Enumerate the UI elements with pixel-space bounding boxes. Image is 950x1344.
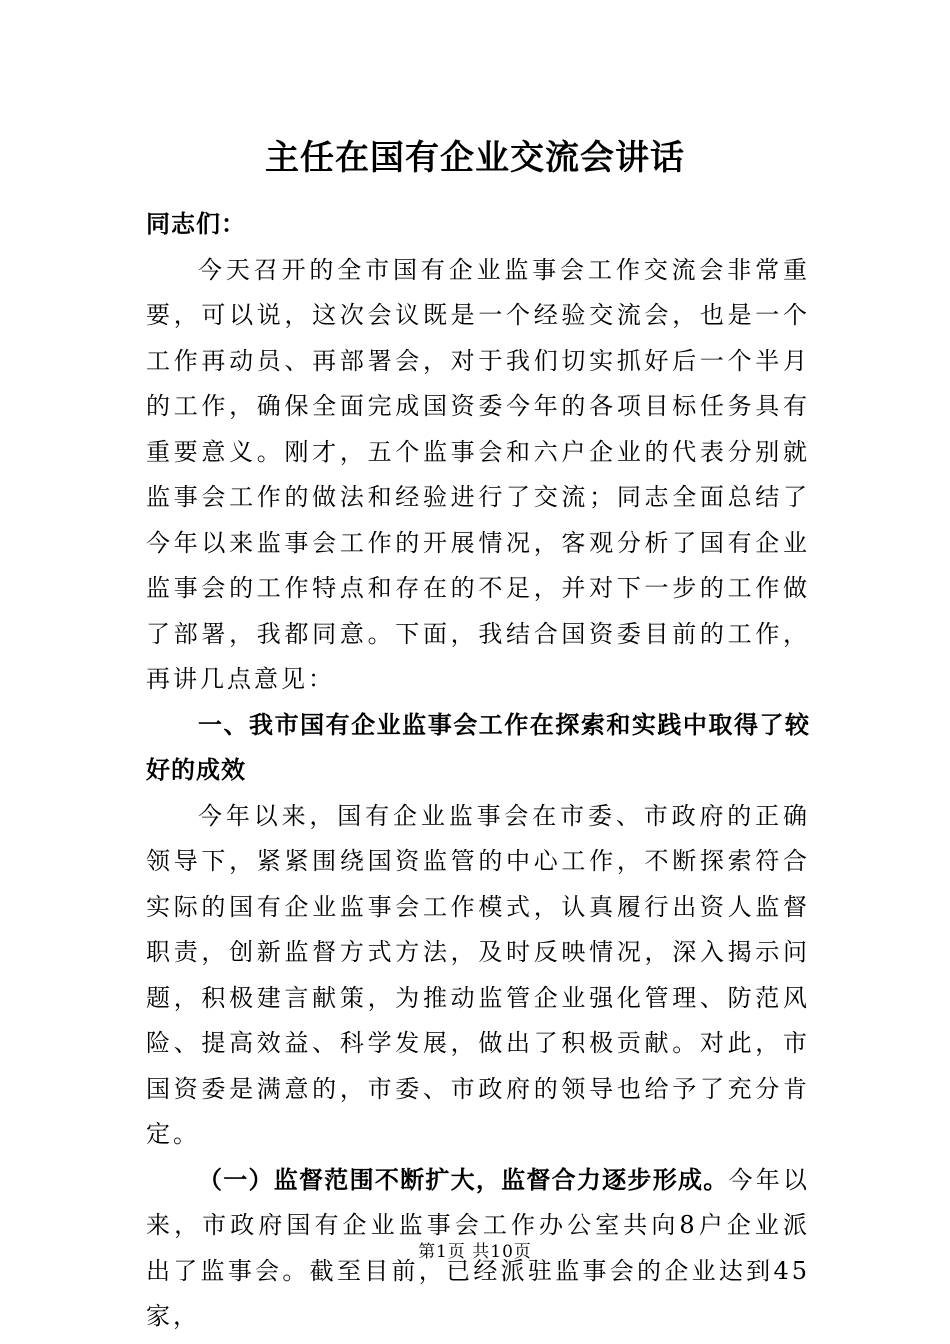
document-title: 主任在国有企业交流会讲话: [265, 138, 685, 178]
section-heading-1: 一、我市国有企业监事会工作在探索和实践中取得了较好的成效: [146, 710, 810, 784]
salutation: 同志们：: [146, 210, 246, 238]
paragraph-opening: 今天召开的全市国有企业监事会工作交流会非常重要，可以说，这次会议既是一个经验交流会，也是一个工作再动员、再部署会，对于我们切实抓好后一个半月的工作，确保全面完成国资委今年的各项目标任务具有重要意义。刚才，五个监事会和六户企业的代表分别就监事会工作的做法和经验进行了交流；同志全面总结了今年以来监事会工作的开展情况，客观分析了国有企业监事会的工作特点和存在的不足，并对下一步的工作做了部署，我都同意。下面，我结合国资委目前的工作，再讲几点意见：: [146, 255, 810, 693]
sub-heading-1: （一）监督范围不断扩大，监督合力逐步形成。: [198, 1165, 729, 1194]
document-body: [146, 202, 810, 1340]
paragraph-supervision-text: 今年以来，市政府国有企业监事会工作办公室共向8户企业派出了监事会。截至目前，已经派驻监事会的企业达到45家，: [146, 1165, 811, 1330]
page-number-footer: 第1页 共10页: [418, 1242, 532, 1262]
paragraph-achievements: 今年以来，国有企业监事会在市委、市政府的正确领导下，紧紧围绕国资监管的中心工作，不断探索符合实际的国有企业监事会工作模式，认真履行出资人监督职责，创新监督方式方法，及时反映情况，深入揭示问题，积极建言献策，为推动监管企业强化管理、防范风险、提高效益、科学发展，做出了积极贡献。对此，市国资委是满意的，市委、市政府的领导也给予了充分肯定。: [146, 801, 810, 1148]
